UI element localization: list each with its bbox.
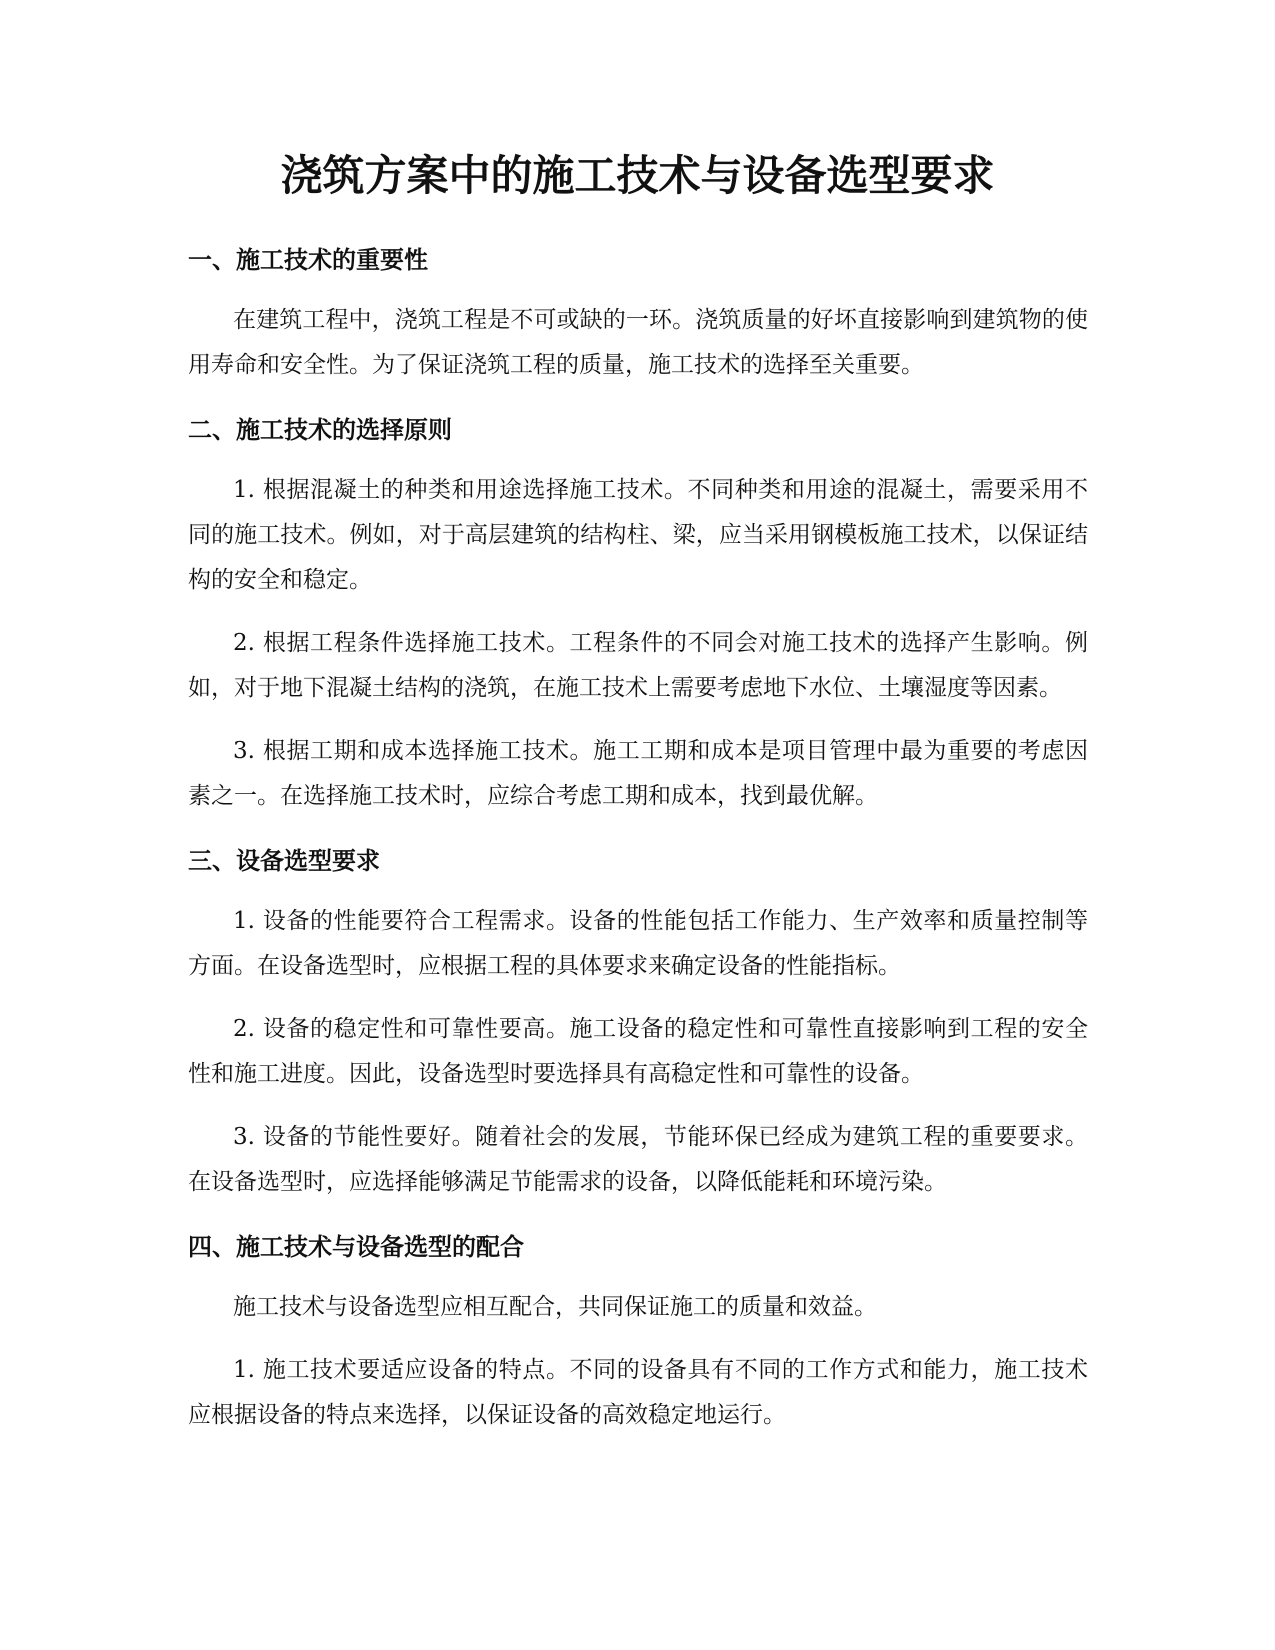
paragraph: 2. 根据工程条件选择施工技术。工程条件的不同会对施工技术的选择产生影响。例如，对于地下混凝土结构的浇筑，在施工技术上需要考虑地下水位、土壤湿度等因素。 (188, 630, 1088, 701)
section-2 (188, 410, 1088, 819)
section-3 (188, 841, 1088, 1205)
paragraph: 3. 根据工期和成本选择施工技术。施工工期和成本是项目管理中最为重要的考虑因素之一。在选择施工技术时，应综合考虑工期和成本，找到最优解。 (188, 738, 1088, 809)
document-body (188, 240, 1088, 1438)
paragraph: 1. 根据混凝土的种类和用途选择施工技术。不同种类和用途的混凝土，需要采用不同的施工技术。例如，对于高层建筑的结构柱、梁，应当采用钢模板施工技术，以保证结构的安全和稳定。 (188, 477, 1088, 593)
paragraph: 2. 设备的稳定性和可靠性要高。施工设备的稳定性和可靠性直接影响到工程的安全性和施工进度。因此，设备选型时要选择具有高稳定性和可靠性的设备。 (188, 1016, 1088, 1087)
document-title: 浇筑方案中的施工技术与设备选型要求 (280, 151, 995, 200)
section-heading: 四、施工技术与设备选型的配合 (188, 1233, 524, 1261)
paragraph: 施工技术与设备选型应相互配合，共同保证施工的质量和效益。 (233, 1294, 877, 1320)
section-heading: 二、施工技术的选择原则 (188, 416, 452, 444)
section-heading: 一、施工技术的重要性 (188, 246, 428, 274)
paragraph: 1. 设备的性能要符合工程需求。设备的性能包括工作能力、生产效率和质量控制等方面。在设备选型时，应根据工程的具体要求来确定设备的性能指标。 (188, 908, 1088, 979)
paragraph: 在建筑工程中，浇筑工程是不可或缺的一环。浇筑质量的好坏直接影响到建筑物的使用寿命和安全性。为了保证浇筑工程的质量，施工技术的选择至关重要。 (188, 307, 1088, 378)
section-1 (188, 240, 1088, 388)
section-heading: 三、设备选型要求 (188, 847, 380, 875)
section-4 (188, 1227, 1088, 1438)
paragraph: 1. 施工技术要适应设备的特点。不同的设备具有不同的工作方式和能力，施工技术应根据设备的特点来选择，以保证设备的高效稳定地运行。 (188, 1357, 1088, 1428)
paragraph: 3. 设备的节能性要好。随着社会的发展，节能环保已经成为建筑工程的重要要求。在设备选型时，应选择能够满足节能需求的设备，以降低能耗和环境污染。 (188, 1124, 1088, 1195)
